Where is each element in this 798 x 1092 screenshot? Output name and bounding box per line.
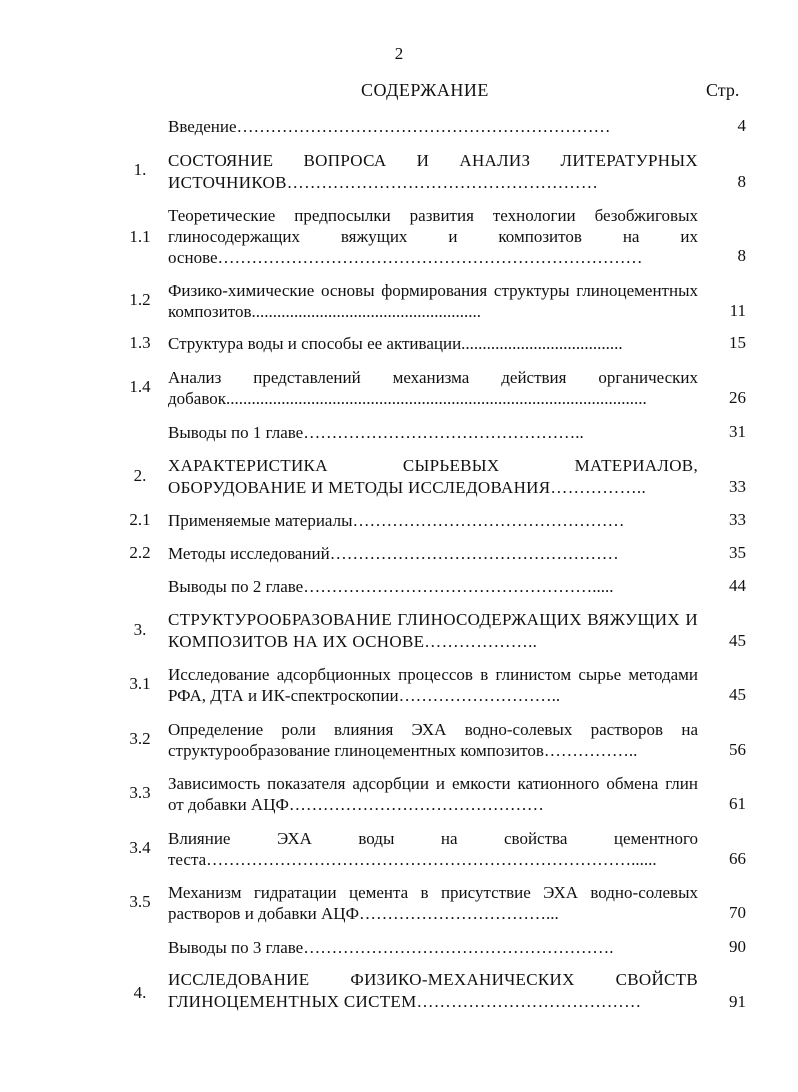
entry-page: 31: [729, 422, 746, 441]
entry-text: Влияние ЭХА воды на свойства цементного теста…………………………………………………………………......: [168, 829, 698, 869]
entry-page: 56: [729, 740, 746, 759]
toc-title: СОДЕРЖАНИЕ: [361, 80, 489, 100]
entry-number: 2.: [133, 466, 147, 485]
entry-number: 3.5: [129, 892, 151, 911]
entry-number: 1.1: [129, 227, 151, 246]
entry-number: 3.2: [129, 729, 151, 748]
entry-page: 91: [729, 992, 746, 1011]
entry-page: 15: [729, 333, 746, 352]
entry-text: Выводы по 1 главе…………………………………………..: [168, 423, 584, 442]
entry-number: 2.1: [129, 510, 151, 529]
entry-page: 44: [729, 576, 746, 595]
entry-page: 11: [729, 301, 746, 320]
entry-text: Зависимость показателя адсорбции и емкости катионного обмена глин от добавки АЦФ………………………………………: [168, 774, 698, 814]
entry-page: 45: [729, 685, 746, 704]
entry-page: 61: [729, 794, 746, 813]
entry-text: Исследование адсорбционных процессов в глинистом сырье методами РФА, ДТА и ИК-спектроскопии………………………..: [168, 665, 698, 705]
entry-text: Выводы по 2 главе…………………………………………….....: [168, 577, 614, 596]
entry-number: 3.3: [129, 783, 151, 802]
entry-page: 8: [737, 172, 746, 191]
entry-text: Определение роли влияния ЭХА водно-солевых растворов на структурообразование глиноцементных композитов……………..: [168, 720, 698, 760]
entry-text: Методы исследований……………………………………………: [168, 544, 619, 563]
entry-page: 8: [737, 246, 746, 265]
entry-text: Физико-химические основы формирования структуры глиноцементных композитов......................................................: [168, 281, 698, 321]
page-column-label: Стр.: [706, 80, 740, 100]
entry-text: Теоретические предпосылки развития технологии безобжиговых глиносодержащих вяжущих и композитов на их основе…………………………………………………………………: [168, 206, 698, 267]
entry-number: 1.2: [129, 290, 151, 309]
entry-text: Выводы по 3 главе……………………………………………….: [168, 938, 614, 957]
page-number: 2: [394, 44, 404, 63]
entry-number: 3.1: [129, 674, 151, 693]
entry-page: 66: [729, 849, 746, 868]
entry-text: СОСТОЯНИЕ ВОПРОСА И АНАЛИЗ ЛИТЕРАТУРНЫХ ИСТОЧНИКОВ………………………………………………: [168, 151, 698, 192]
entry-page: 4: [737, 116, 746, 135]
entry-page: 33: [729, 477, 746, 496]
entry-text: Структура воды и способы ее активации......................................: [168, 334, 623, 353]
entry-text: Введение…………………………………………………………: [168, 117, 611, 136]
entry-number: 3.: [133, 620, 147, 639]
entry-page: 26: [729, 388, 746, 407]
entry-number: 1.4: [129, 377, 151, 396]
entry-number: 3.4: [129, 838, 151, 857]
entry-page: 35: [729, 543, 746, 562]
entry-text: Анализ представлений механизма действия органических добавок...................................................................................................: [168, 368, 698, 408]
entry-text: СТРУКТУРООБРАЗОВАНИЕ ГЛИНОСОДЕРЖАЩИХ ВЯЖУЩИХ И КОМПОЗИТОВ НА ИХ ОСНОВЕ………………..: [168, 610, 698, 651]
entry-number: 4.: [133, 983, 147, 1002]
entry-page: 45: [729, 631, 746, 650]
entry-text: Применяемые материалы…………………………………………: [168, 511, 625, 530]
entry-text: ИССЛЕДОВАНИЕ ФИЗИКО-МЕХАНИЧЕСКИХ СВОЙСТВ ГЛИНОЦЕМЕНТНЫХ СИСТЕМ…………………………………: [168, 970, 698, 1011]
entry-number: 1.3: [129, 333, 151, 352]
entry-page: 90: [729, 937, 746, 956]
entry-number: 1.: [133, 160, 147, 179]
entry-page: 33: [729, 510, 746, 529]
entry-number: 2.2: [129, 543, 151, 562]
entry-text: ХАРАКТЕРИСТИКА СЫРЬЕВЫХ МАТЕРИАЛОВ, ОБОРУДОВАНИЕ И МЕТОДЫ ИССЛЕДОВАНИЯ……………..: [168, 456, 698, 497]
entry-page: 70: [729, 903, 746, 922]
entry-text: Механизм гидратации цемента в присутствие ЭХА водно-солевых растворов и добавки АЦФ……………………………...: [168, 883, 698, 923]
